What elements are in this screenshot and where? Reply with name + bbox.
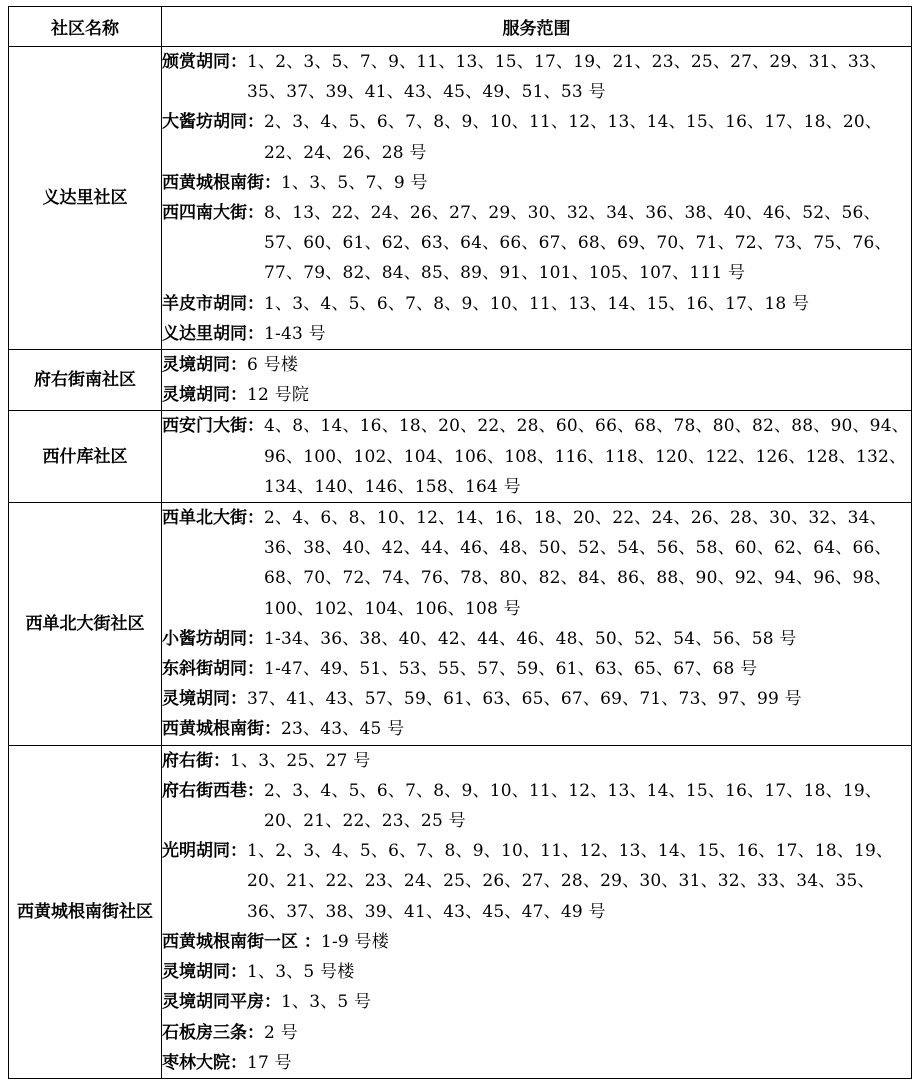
street-name: 灵境胡同： [162,355,247,376]
service-scope [162,745,912,1078]
service-scope [162,411,912,503]
street-name: 西安门大街： [162,416,264,437]
scope-entry [162,987,911,1017]
house-numbers: 23、43、45 号 [281,719,405,740]
community-service-table [8,6,912,1079]
house-numbers: 1、3、5 号楼 [247,962,355,983]
street-name: 灵境胡同平房： [162,992,281,1013]
street-name: 西四南大街： [162,203,264,224]
street-name: 灵境胡同： [162,962,247,983]
scope-entry [162,503,911,624]
scope-entry [162,836,911,927]
house-numbers: 2 号 [264,1022,298,1043]
service-table-container [8,6,911,1079]
table-row [9,503,912,746]
scope-entry [162,624,911,654]
scope-entry [162,1048,911,1078]
scope-entry [162,198,911,289]
community-name: 义达里社区 [9,47,162,350]
header-service-scope: 服务范围 [162,7,912,47]
header-community-name: 社区名称 [9,7,162,47]
service-scope [162,350,912,411]
house-numbers: 1、2、3、4、5、6、7、8、9、10、11、12、13、14、15、16、17、18、19、20、21、22、23、24、25、26、27、28、29、30、31、32、33、34、35、36、37、38、39、41、43、45、47、49 号 [247,841,894,922]
street-name: 义达里胡同： [162,323,264,344]
street-name: 灵境胡同： [162,385,247,406]
scope-entry [162,319,911,349]
community-name: 府右街南社区 [9,350,162,411]
service-scope [162,503,912,746]
table-row [9,47,912,350]
community-name: 西什库社区 [9,411,162,503]
street-name: 羊皮市胡同： [162,293,264,314]
scope-entry [162,380,911,410]
house-numbers: 6 号楼 [247,355,299,376]
street-name: 西单北大街： [162,508,264,529]
house-numbers: 12 号院 [247,385,310,406]
street-name: 小酱坊胡同： [162,628,264,649]
scope-entry [162,714,911,744]
scope-entry [162,350,911,380]
house-numbers: 4、8、14、16、18、20、22、28、60、66、68、78、80、82、88、90、94、96、100、102、104、106、108、116、118、120、122、126、128、132、134、140、146、158、164 号 [264,416,909,497]
table-row [9,350,912,411]
scope-entry [162,411,911,502]
street-name: 府右街西巷： [162,780,264,801]
house-numbers: 2、3、4、5、6、7、8、9、10、11、12、13、14、15、16、17、18、20、22、24、26、28 号 [264,112,883,163]
table-row [9,411,912,503]
scope-entry [162,957,911,987]
scope-entry [162,776,911,836]
scope-entry [162,746,911,776]
street-name: 石板房三条： [162,1022,264,1043]
scope-entry [162,927,911,957]
street-name: 西黄城根南街： [162,172,281,193]
house-numbers: 17 号 [247,1052,292,1073]
scope-entry [162,107,911,167]
scope-entry [162,289,911,319]
house-numbers: 1-43 号 [264,323,326,344]
house-numbers: 1、3、5、7、9 号 [281,172,428,193]
service-scope [162,47,912,350]
scope-entry [162,654,911,684]
table-row [9,745,912,1078]
house-numbers: 2、3、4、5、6、7、8、9、10、11、12、13、14、15、16、17、18、19、20、21、22、23、25 号 [264,780,883,832]
house-numbers: 1、3、25、27 号 [230,750,371,771]
house-numbers: 1、3、5 号 [281,992,372,1013]
house-numbers: 2、4、6、8、10、12、14、16、18、20、22、24、26、28、30、32、34、36、38、40、42、44、46、48、50、52、54、56、58、60、62、64、66、68、70、72、74、76、78、80、82、84、86、88、90、92、94、96、98、100、102、104、106、108 号 [264,508,892,619]
house-numbers: 8、13、22、24、26、27、29、30、32、34、36、38、40、46、52、56、57、60、61、62、63、64、66、67、68、69、70、71、72、73、75、76、77、79、82、84、85、89、91、101、105、107、111 号 [264,203,892,284]
street-name: 灵境胡同： [162,689,247,710]
street-name: 颁赏胡同： [162,52,247,72]
house-numbers: 1、2、3、5、7、9、11、13、15、17、19、21、23、25、27、29、31、33、35、37、39、41、43、45、49、51、53 号 [247,52,888,103]
street-name: 大酱坊胡同： [162,112,264,133]
street-name: 西黄城根南街： [162,719,281,740]
header-row [9,7,912,47]
street-name: 光明胡同： [162,841,247,862]
house-numbers: 1-34、36、38、40、42、44、46、48、50、52、54、56、58 号 [264,628,797,649]
scope-entry [162,168,911,198]
scope-entry [162,47,911,107]
community-name: 西黄城根南街社区 [9,745,162,1078]
street-name: 枣林大院： [162,1052,247,1073]
community-name: 西单北大街社区 [9,503,162,746]
scope-entry [162,684,911,714]
house-numbers: 1、3、4、5、6、7、8、9、10、11、13、14、15、16、17、18 号 [264,293,810,314]
street-name: 西黄城根南街一区 ： [162,931,321,952]
house-numbers: 1-9 号楼 [320,931,389,952]
street-name: 府右街： [162,750,230,771]
house-numbers: 37、41、43、57、59、61、63、65、67、69、71、73、97、99 号 [247,689,802,710]
house-numbers: 1-47、49、51、53、55、57、59、61、63、65、67、68 号 [264,659,758,680]
street-name: 东斜街胡同： [162,659,264,680]
scope-entry [162,1018,911,1048]
